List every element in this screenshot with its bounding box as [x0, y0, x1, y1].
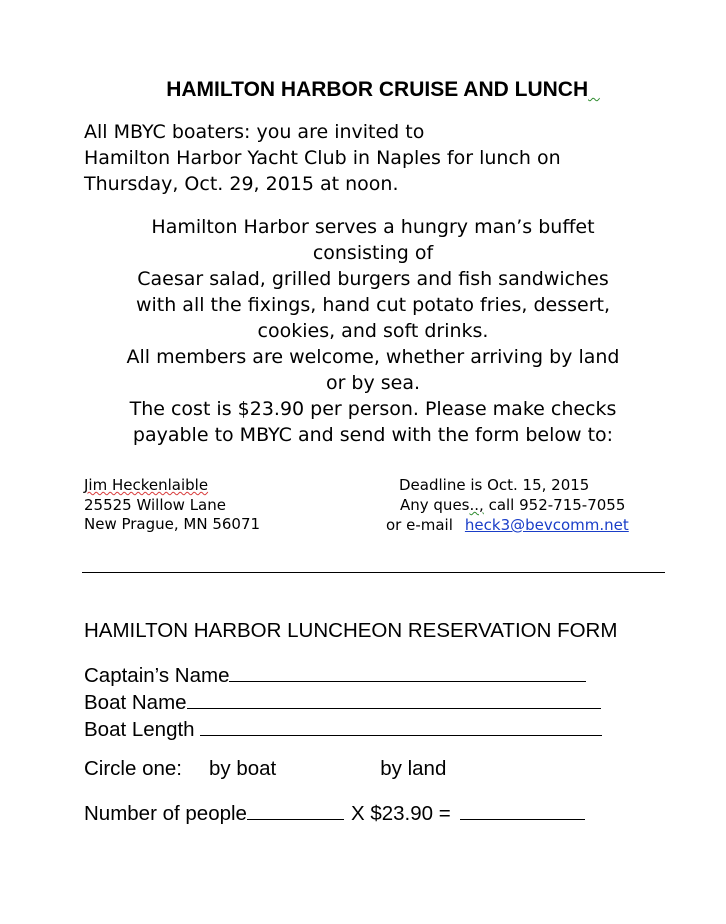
questions-phone: Any ques.., call 952-715-7055	[400, 496, 626, 514]
boat-length-field[interactable]: Boat Length	[84, 715, 602, 742]
spellcheck-mark: ..,	[469, 496, 484, 514]
description-line: Hamilton Harbor serves a hungry man’s buffet	[151, 216, 595, 238]
description-line: cookies, and soft drinks.	[257, 320, 489, 342]
email-line	[386, 516, 629, 536]
price-multiplier: X $23.90 =	[350, 802, 451, 825]
boat-length-blank[interactable]	[200, 715, 602, 736]
intro-line: All MBYC boaters: you are invited to	[84, 121, 425, 143]
captain-name-blank[interactable]	[229, 661, 586, 682]
captain-name-field[interactable]: Captain’s Name	[84, 661, 586, 688]
boat-name-blank[interactable]	[187, 688, 601, 709]
boat-name-field[interactable]: Boat Name	[84, 688, 601, 715]
document-title: HAMILTON HARBOR CRUISE AND LUNCH	[0, 78, 726, 102]
description-line: or by sea.	[325, 372, 421, 394]
arrival-choice: Circle one: by boat by land	[84, 757, 447, 780]
mailing-address	[84, 476, 260, 535]
description-line: Caesar salad, grilled burgers and fish sandwiches	[137, 268, 609, 290]
total-blank[interactable]	[460, 799, 585, 820]
contact-name: Jim Heckenlaible	[84, 476, 209, 494]
option-by-land[interactable]: by land	[380, 757, 447, 780]
description-line: consisting of	[312, 242, 434, 264]
option-by-boat[interactable]: by boat	[209, 757, 277, 780]
cut-line-divider	[82, 572, 665, 573]
description-line: with all the fixings, hand cut potato fries, dessert,	[135, 294, 611, 316]
spellcheck-mark	[588, 78, 600, 101]
description-line: payable to MBYC and send with the form below to:	[132, 424, 614, 446]
buffet-description	[70, 214, 676, 448]
email-prefix: or e-mail	[386, 516, 453, 534]
description-line: The cost is $23.90 per person. Please make checks	[129, 398, 617, 420]
form-title: HAMILTON HARBOR LUNCHEON RESERVATION FORM	[84, 619, 618, 642]
intro-paragraph	[84, 119, 561, 197]
intro-line: Thursday, Oct. 29, 2015 at noon.	[84, 173, 399, 195]
contact-street: 25525 Willow Lane	[84, 495, 226, 514]
people-count-field: Number of people X $23.90 =	[84, 799, 585, 826]
email-link[interactable]: heck3@bevcomm.net	[464, 516, 629, 534]
intro-line: Hamilton Harbor Yacht Club in Naples for lunch on	[84, 147, 561, 169]
deadline-text: Deadline is Oct. 15, 2015	[399, 476, 590, 494]
description-line: All members are welcome, whether arriving by land	[126, 346, 620, 368]
people-count-blank[interactable]	[247, 799, 344, 820]
contact-city: New Prague, MN 56071	[84, 515, 261, 533]
